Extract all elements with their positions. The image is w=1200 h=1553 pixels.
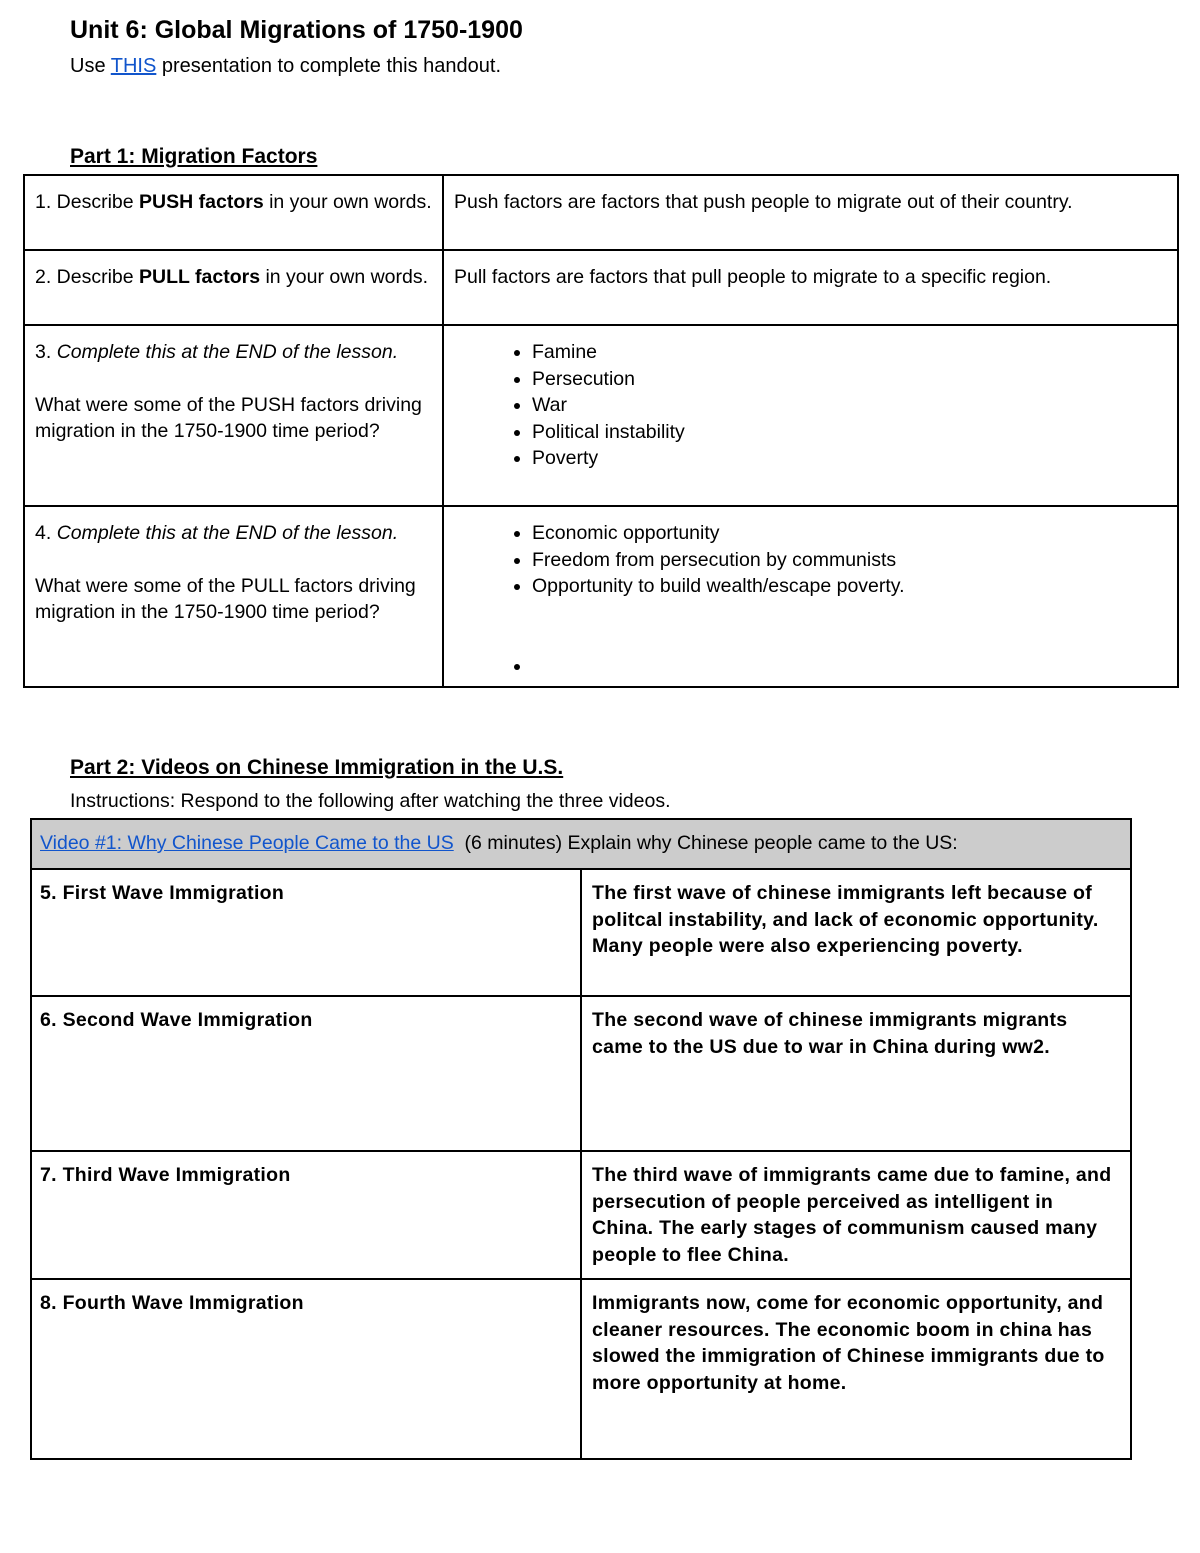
table-row [24, 175, 1178, 250]
q4-prompt [24, 506, 443, 687]
table-row [31, 1279, 1131, 1459]
q1-answer[interactable]: Push factors are factors that push people to migrate out of their country. [443, 175, 1178, 250]
list-item: • Famine [532, 339, 1167, 366]
q2-answer[interactable]: Pull factors are factors that pull people to migrate to a specific region. [443, 250, 1178, 325]
table-row [31, 869, 1131, 996]
part2-heading: Part 2: Videos on Chinese Immigration in the U.S. [70, 756, 564, 779]
table-row [24, 506, 1178, 687]
q4-italic: Complete this at the END of the lesson. [56, 522, 399, 544]
q1-suffix: in your own words. [263, 191, 432, 213]
table-header-row [31, 819, 1131, 869]
empty-list-item [532, 653, 1167, 680]
q2-suffix: in your own words. [260, 266, 429, 288]
video-header [31, 819, 1131, 869]
q3-answer[interactable] [443, 325, 1178, 506]
subtitle-prefix: Use [70, 55, 111, 77]
migration-factors-table [23, 174, 1179, 688]
q4-question: What were some of the PULL factors driving migration in the 1750-1900 time period? [35, 574, 416, 623]
list-item: • War [532, 392, 1167, 419]
row-answer[interactable]: The third wave of immigrants came due to famine, and persecution of people perceived as intelligent in China. The early stages of communism caused many people to flee China. [581, 1151, 1131, 1279]
q1-prefix: 1. Describe [35, 191, 140, 213]
list-item: • Economic opportunity [532, 520, 1167, 547]
row-label: 5. First Wave Immigration [31, 869, 581, 996]
subtitle [70, 55, 501, 78]
row-label: 6. Second Wave Immigration [31, 996, 581, 1151]
row-answer[interactable]: The second wave of chinese immigrants migrants came to the US due to war in China during ww2. [581, 996, 1131, 1151]
q2-prompt [24, 250, 443, 325]
row-answer[interactable]: The first wave of chinese immigrants left because of politcal instability, and lack of economic opportunity. Many people were also experiencing poverty. [581, 869, 1131, 996]
table-row [24, 250, 1178, 325]
chinese-immigration-table [30, 818, 1132, 1460]
q2-bold: PULL factors [139, 266, 261, 288]
q2-prefix: 2. Describe [35, 266, 140, 288]
instructions: Instructions: Respond to the following after watching the three videos. [70, 790, 671, 812]
row-label: 7. Third Wave Immigration [31, 1151, 581, 1279]
row-answer[interactable]: Immigrants now, come for economic opportunity, and cleaner resources. The economic boom in china has slowed the immigration of Chinese immigrants due to more opportunity at home. [581, 1279, 1131, 1459]
presentation-link[interactable]: THIS [110, 55, 157, 77]
q3-answer-list [454, 339, 1167, 472]
row-label: 8. Fourth Wave Immigration [31, 1279, 581, 1459]
table-row [24, 325, 1178, 506]
q3-number: 3. [35, 341, 57, 363]
subtitle-suffix: presentation to complete this handout. [156, 55, 501, 77]
list-item: • Freedom from persecution by communists [532, 547, 1167, 574]
list-item: • Political instability [532, 419, 1167, 446]
q1-bold: PUSH factors [139, 191, 264, 213]
table-row [31, 996, 1131, 1151]
list-item: • Poverty [532, 445, 1167, 472]
video-desc: (6 minutes) Explain why Chinese people came to the US: [453, 832, 958, 854]
page-title: Unit 6: Global Migrations of 1750-1900 [70, 16, 523, 44]
part1-heading: Part 1: Migration Factors [70, 145, 318, 168]
table-row [31, 1151, 1131, 1279]
q4-answer-list [454, 520, 1167, 600]
video-1-link[interactable]: Video #1: Why Chinese People Came to the US [40, 832, 454, 854]
q1-prompt [24, 175, 443, 250]
empty-list [454, 653, 1167, 680]
list-item: • Opportunity to build wealth/escape poverty. [532, 573, 1167, 600]
list-item: • Persecution [532, 366, 1167, 393]
q3-question: What were some of the PUSH factors driving migration in the 1750-1900 time period? [35, 393, 422, 442]
q4-answer[interactable] [443, 506, 1178, 687]
q4-number: 4. [35, 522, 57, 544]
q3-prompt [24, 325, 443, 506]
q3-italic: Complete this at the END of the lesson. [56, 341, 399, 363]
